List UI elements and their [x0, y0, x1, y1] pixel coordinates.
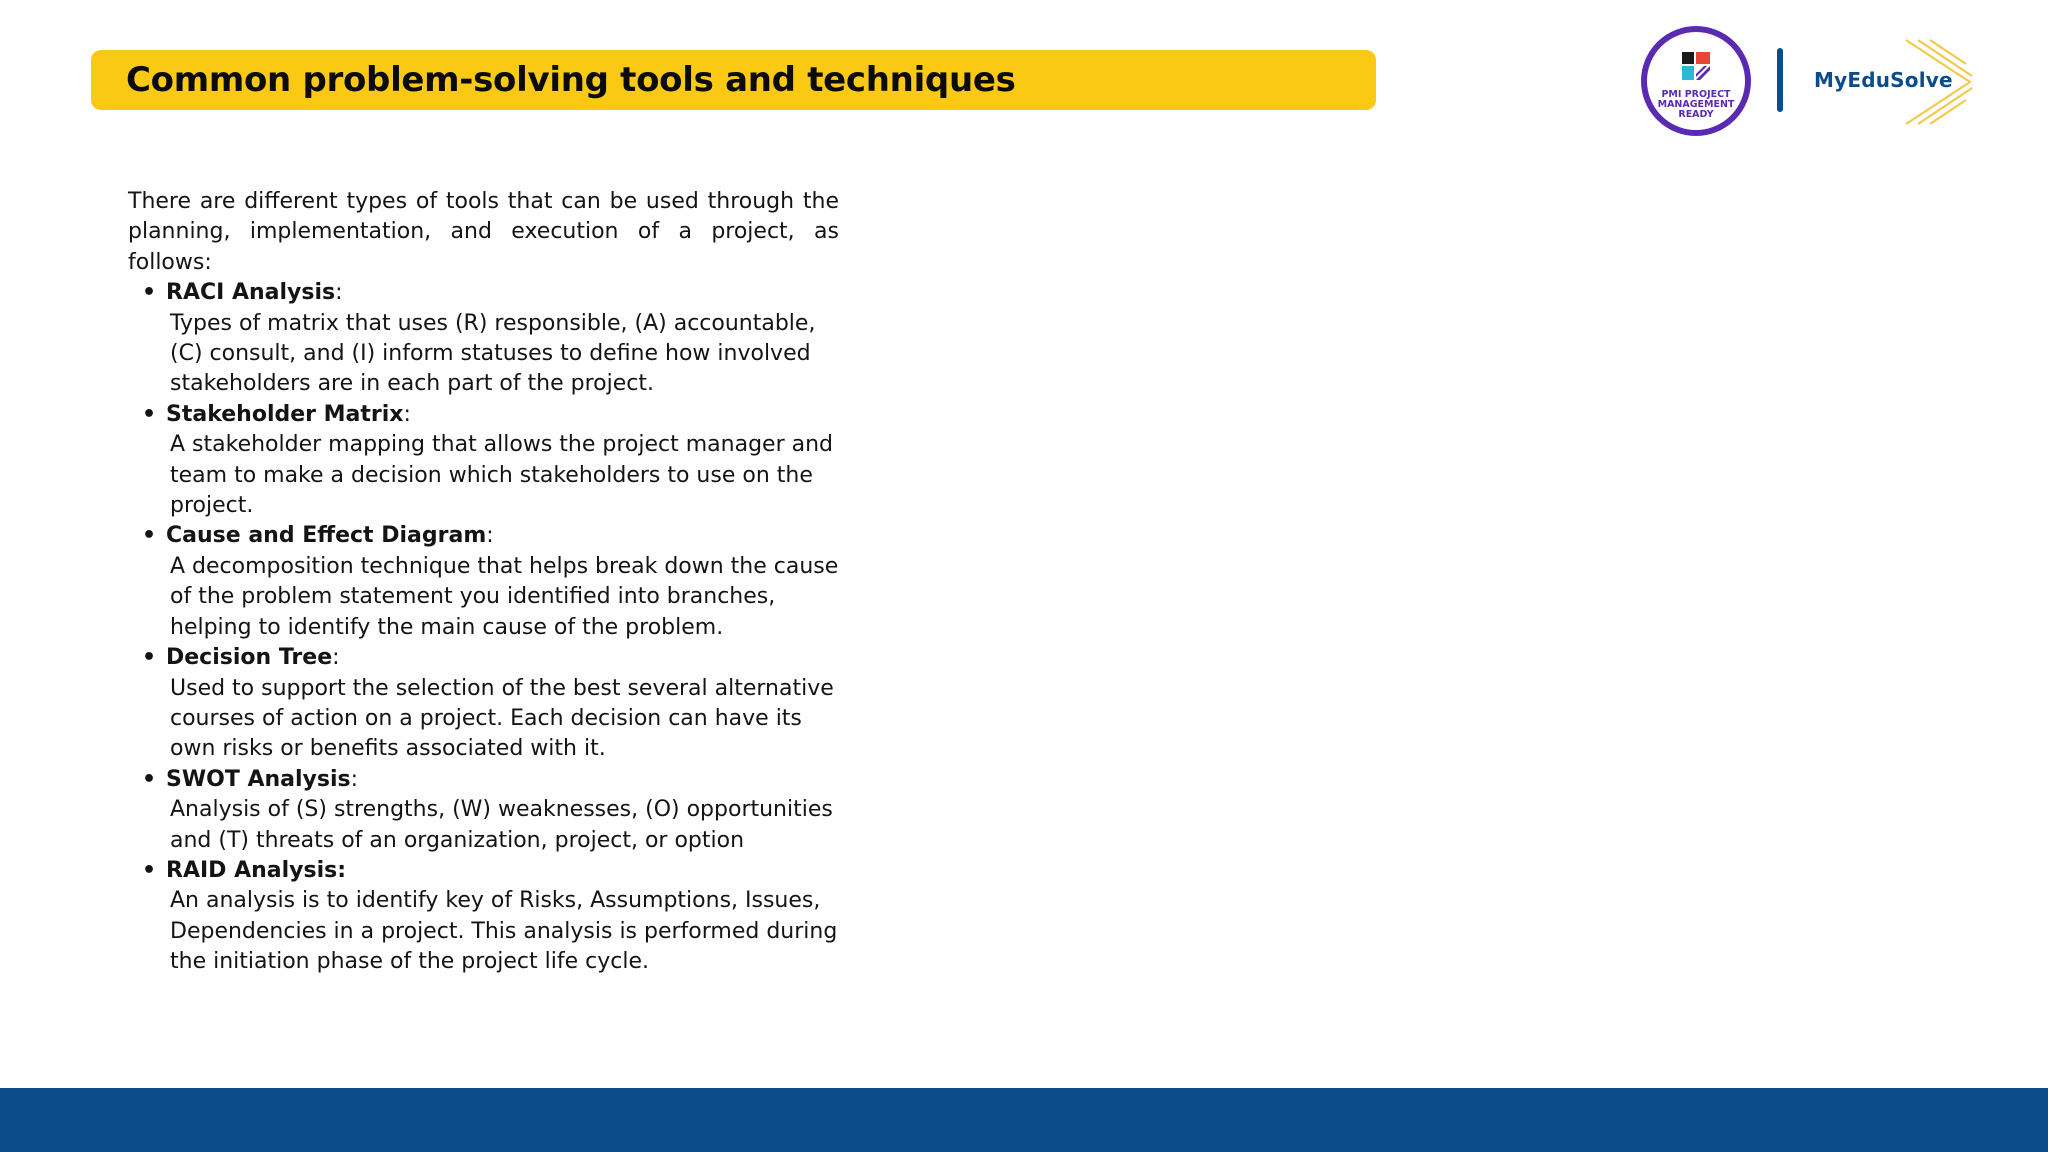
- tool-raid-analysis: [128, 856, 839, 978]
- title-banner: [91, 50, 1376, 110]
- tool-name: RAID Analysis:: [166, 857, 347, 883]
- tool-swot-analysis: [128, 765, 839, 856]
- tool-name: SWOT Analysis: [166, 766, 351, 792]
- tools-list: [128, 278, 839, 977]
- intro-paragraph: There are different types of tools that can be used through the planning, implementation, and execution of a project, as follows:: [128, 189, 839, 275]
- tool-suffix: :: [350, 766, 359, 792]
- bullet-icon: •: [142, 401, 157, 427]
- tool-cause-and-effect-diagram: [128, 521, 839, 643]
- tool-decision-tree: [128, 643, 839, 765]
- pmi-badge-text: PMI PROJECT MANAGEMENT READY: [1657, 89, 1735, 120]
- pmi-badge-logo: [1641, 26, 1751, 136]
- tool-suffix: :: [486, 523, 494, 549]
- bullet-icon: •: [142, 523, 157, 549]
- brand-chevron-icon: [1900, 34, 1974, 130]
- tool-description: Analysis of (S) strengths, (W) weaknesses, (O) opportunities and (T) threats of an organization, project, or option: [170, 797, 833, 853]
- logo-divider: [1777, 48, 1783, 112]
- tool-description: An analysis is to identify key of Risks, Assumptions, Issues, Dependencies in a project. This analysis is performed during the initiation phase of the project life cycle.: [170, 888, 838, 975]
- page-title: Common problem-solving tools and techniques: [126, 60, 1016, 100]
- pmi-mark-icon: [1680, 50, 1714, 84]
- tool-suffix: :: [335, 280, 343, 306]
- bullet-icon: •: [142, 857, 157, 883]
- brand-name: MyEduSolve: [1814, 68, 1953, 92]
- bullet-icon: •: [142, 280, 157, 306]
- tool-name: Stakeholder Matrix: [166, 401, 404, 427]
- bullet-icon: •: [142, 766, 157, 792]
- tool-description: Used to support the selection of the best several alternative courses of action on a project. Each decision can have its own risks or benefits associated with it.: [170, 675, 834, 762]
- tool-name: Decision Tree: [166, 645, 333, 671]
- tool-suffix: :: [403, 401, 411, 427]
- bullet-icon: •: [142, 645, 157, 671]
- footer-bar: [0, 1088, 2048, 1152]
- main-content: [128, 187, 839, 978]
- tool-name: Cause and Effect Diagram: [166, 523, 487, 549]
- tool-stakeholder-matrix: [128, 400, 839, 522]
- tool-raci-analysis: [128, 278, 839, 400]
- tool-description: Types of matrix that uses (R) responsible, (A) accountable, (C) consult, and (I) inform statuses to define how involved stakeholders are in each part of the project.: [170, 310, 816, 397]
- tool-suffix: :: [332, 645, 340, 671]
- tool-name: RACI Analysis: [166, 280, 336, 306]
- tool-description: A decomposition technique that helps break down the cause of the problem statement you identified into branches, helping to identify the main cause of the problem.: [170, 553, 839, 640]
- tool-description: A stakeholder mapping that allows the project manager and team to make a decision which stakeholders to use on the project.: [170, 432, 834, 519]
